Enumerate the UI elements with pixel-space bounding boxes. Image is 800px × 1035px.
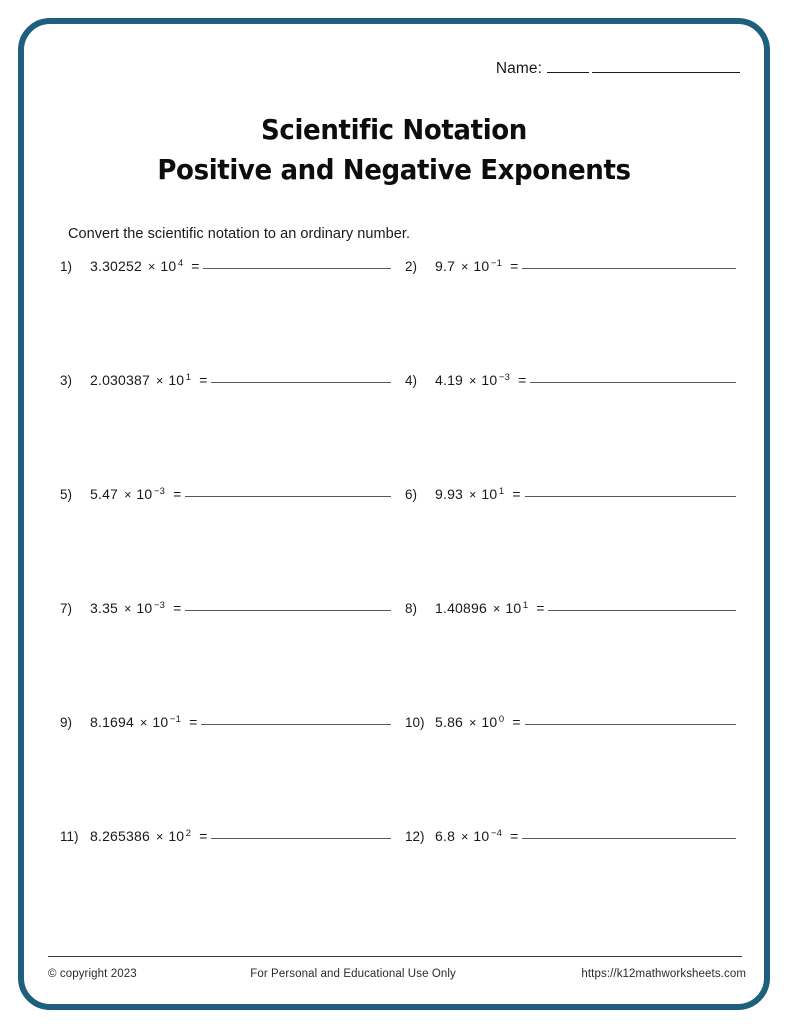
problem-expression: [90, 486, 185, 502]
equals-sign: =: [518, 372, 527, 388]
answer-line[interactable]: [522, 838, 736, 839]
usage-text: For Personal and Educational Use Only: [250, 968, 456, 980]
exponent: −1: [169, 714, 182, 725]
problem-row: [60, 714, 750, 828]
answer-line[interactable]: [211, 382, 391, 383]
problem-expression: [90, 258, 203, 274]
mantissa: 8.265386: [90, 828, 150, 844]
equals-sign: =: [189, 714, 198, 730]
problem-expression: [90, 372, 211, 388]
problem-item-9: [60, 714, 405, 828]
problem-number: 6): [405, 487, 418, 502]
base-ten: 10: [473, 828, 490, 844]
multiplication-icon: ×: [156, 830, 164, 844]
problem-expression: [435, 828, 522, 844]
mantissa: 8.1694: [90, 714, 135, 730]
multiplication-icon: ×: [124, 488, 132, 502]
problem-item-4: [405, 372, 750, 486]
multiplication-icon: ×: [124, 602, 132, 616]
base-ten: 10: [473, 258, 490, 274]
name-write-line-segment-2[interactable]: [592, 72, 740, 73]
multiplication-icon: ×: [493, 602, 501, 616]
answer-line[interactable]: [201, 724, 391, 725]
mantissa: 3.35: [90, 600, 119, 616]
answer-line[interactable]: [185, 496, 391, 497]
problem-expression: [90, 714, 201, 730]
mantissa: 2.030387: [90, 372, 150, 388]
multiplication-icon: ×: [148, 260, 156, 274]
problem-number: 2): [405, 259, 418, 274]
answer-line[interactable]: [203, 268, 391, 269]
problem-expression: [435, 258, 522, 274]
title-line-1: Scientific Notation: [261, 113, 527, 146]
worksheet-page: [18, 18, 770, 1010]
exponent: 1: [522, 600, 529, 611]
exponent: 2: [185, 828, 192, 839]
problem-number: 5): [60, 487, 73, 502]
problem-expression: [90, 828, 211, 844]
answer-line[interactable]: [525, 496, 736, 497]
problem-number: 1): [60, 259, 73, 274]
instruction-text: Convert the scientific notation to an ordinary number.: [68, 226, 411, 242]
exponent: −1: [490, 258, 503, 269]
base-ten: 10: [152, 714, 169, 730]
problem-row: [60, 258, 750, 372]
mantissa: 3.30252: [90, 258, 143, 274]
exponent: 0: [498, 714, 505, 725]
copyright-text: © copyright 2023: [48, 968, 137, 980]
equals-sign: =: [512, 714, 521, 730]
problem-expression: [90, 600, 185, 616]
base-ten: 10: [481, 372, 498, 388]
problem-row: [60, 828, 750, 942]
problem-expression: [435, 600, 548, 616]
problem-row: [60, 372, 750, 486]
multiplication-icon: ×: [469, 374, 477, 388]
equals-sign: =: [510, 828, 519, 844]
base-ten: 10: [481, 486, 498, 502]
problem-number: 9): [60, 715, 73, 730]
website-url: https://k12mathworksheets.com: [581, 968, 746, 980]
answer-line[interactable]: [548, 610, 736, 611]
multiplication-icon: ×: [469, 716, 477, 730]
problem-number: 4): [405, 373, 418, 388]
base-ten: 10: [505, 600, 522, 616]
title-line-2: Positive and Negative Exponents: [157, 153, 631, 186]
exponent: −3: [498, 372, 511, 383]
mantissa: 5.47: [90, 486, 119, 502]
problem-item-8: [405, 600, 750, 714]
mantissa: 1.40896: [435, 600, 488, 616]
equals-sign: =: [199, 828, 208, 844]
mantissa: 5.86: [435, 714, 464, 730]
problem-row: [60, 600, 750, 714]
equals-sign: =: [199, 372, 208, 388]
problem-number: 10): [405, 715, 425, 730]
equals-sign: =: [173, 486, 182, 502]
name-write-line-segment-1[interactable]: [547, 72, 589, 73]
problem-item-6: [405, 486, 750, 600]
base-ten: 10: [160, 258, 177, 274]
footer-divider: [48, 956, 742, 957]
problem-item-2: [405, 258, 750, 372]
exponent: −4: [490, 828, 503, 839]
problem-number: 11): [60, 829, 79, 844]
mantissa: 6.8: [435, 828, 456, 844]
exponent: 1: [498, 486, 505, 497]
problem-item-12: [405, 828, 750, 942]
multiplication-icon: ×: [469, 488, 477, 502]
multiplication-icon: ×: [140, 716, 148, 730]
page-title: [24, 110, 764, 190]
answer-line[interactable]: [530, 382, 736, 383]
problems-grid: [60, 258, 750, 942]
problem-item-1: [60, 258, 405, 372]
problem-number: 8): [405, 601, 418, 616]
multiplication-icon: ×: [461, 260, 469, 274]
name-label: Name:: [495, 60, 542, 77]
exponent: 4: [177, 258, 184, 269]
mantissa: 4.19: [435, 372, 464, 388]
footer: [48, 968, 746, 980]
multiplication-icon: ×: [156, 374, 164, 388]
equals-sign: =: [512, 486, 521, 502]
answer-line[interactable]: [211, 838, 391, 839]
equals-sign: =: [510, 258, 519, 274]
problem-expression: [435, 372, 530, 388]
base-ten: 10: [136, 486, 153, 502]
problem-item-11: [60, 828, 405, 942]
problem-number: 7): [60, 601, 73, 616]
base-ten: 10: [481, 714, 498, 730]
base-ten: 10: [136, 600, 153, 616]
equals-sign: =: [173, 600, 182, 616]
exponent: 1: [185, 372, 192, 383]
exponent: −3: [153, 600, 166, 611]
multiplication-icon: ×: [461, 830, 469, 844]
answer-line[interactable]: [525, 724, 736, 725]
problem-expression: [435, 486, 525, 502]
mantissa: 9.93: [435, 486, 464, 502]
answer-line[interactable]: [522, 268, 736, 269]
name-field-row: [496, 60, 740, 78]
equals-sign: =: [536, 600, 545, 616]
problem-item-7: [60, 600, 405, 714]
problem-item-3: [60, 372, 405, 486]
problem-number: 12): [405, 829, 425, 844]
problem-number: 3): [60, 373, 73, 388]
answer-line[interactable]: [185, 610, 391, 611]
mantissa: 9.7: [435, 258, 456, 274]
problem-item-5: [60, 486, 405, 600]
exponent: −3: [153, 486, 166, 497]
problem-row: [60, 486, 750, 600]
equals-sign: =: [191, 258, 200, 274]
problem-expression: [435, 714, 525, 730]
problem-item-10: [405, 714, 750, 828]
base-ten: 10: [168, 372, 185, 388]
base-ten: 10: [168, 828, 185, 844]
